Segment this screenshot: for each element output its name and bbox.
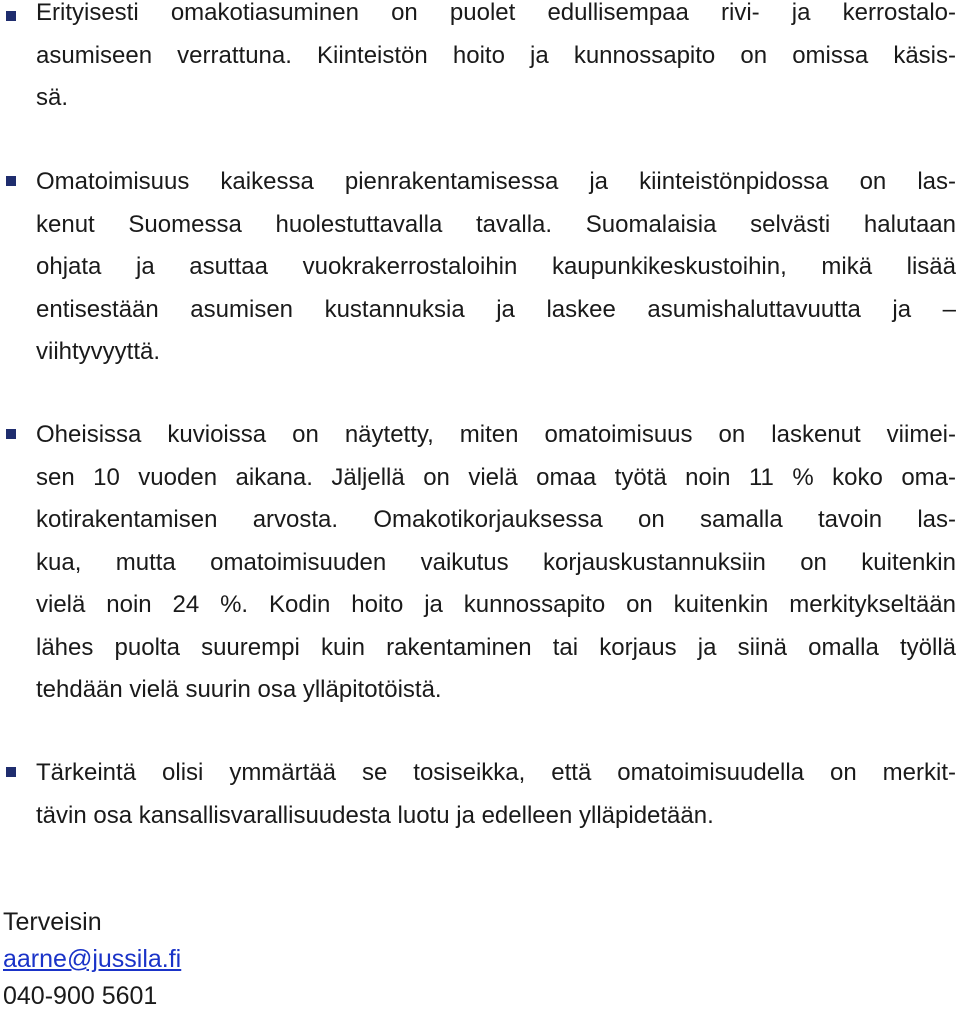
bullet-text (36, 414, 956, 712)
text-line: lähes puolta suurempi kuin rakentaminen tai korjaus ja siinä omalla työllä (36, 633, 956, 661)
square-bullet-icon (6, 429, 16, 439)
bullet-text (36, 161, 956, 374)
text-line: Erityisesti omakotiasuminen on puolet edullisempaa rivi- ja kerrostalo- (36, 0, 956, 26)
text-line: kenut Suomessa huolestuttavalla tavalla. Suomalaisia selvästi halutaan (36, 210, 956, 238)
text-line: tävin osa kansallisvarallisuudesta luotu ja edelleen ylläpidetään. (36, 801, 714, 829)
text-line: asumiseen verrattuna. Kiinteistön hoito ja kunnossapito on omissa käsis- (36, 41, 956, 69)
greeting: Terveisin (3, 908, 102, 936)
email-link[interactable]: aarne@jussila.fi (3, 945, 182, 973)
text-line: ohjata ja asuttaa vuokrakerrostaloihin kaupunkikeskustoihin, mikä lisää (36, 253, 956, 280)
text-line: sä. (36, 84, 69, 111)
bullet-text (36, 752, 956, 837)
phone-number: 040-900 5601 (3, 982, 158, 1010)
text-line: Tärkeintä olisi ymmärtää se tosiseikka, että omatoimisuudella on merkit- (36, 759, 956, 786)
text-line: entisestään asumisen kustannuksia ja laskee asumishaluttavuutta ja – (36, 295, 956, 323)
bullet-text (36, 0, 956, 120)
text-line: vielä noin 24 %. Kodin hoito ja kunnossapito on kuitenkin merkitykseltään (36, 591, 956, 618)
text-line: kua, mutta omatoimisuuden vaikutus korjauskustannuksiin on kuitenkin (36, 548, 956, 576)
square-bullet-icon (6, 11, 16, 21)
text-line: viihtyvyyttä. (36, 338, 161, 365)
text-line: kotirakentamisen arvosta. Omakotikorjauksessa on samalla tavoin las- (36, 506, 956, 533)
square-bullet-icon (6, 767, 16, 777)
text-line: Oheisissa kuvioissa on näytetty, miten omatoimisuus on laskenut viimei- (36, 421, 956, 448)
text-line: Omatoimisuus kaikessa pienrakentamisessa ja kiinteistönpidossa on las- (36, 168, 956, 195)
square-bullet-icon (6, 176, 16, 186)
text-line: tehdään vielä suurin osa ylläpitotöistä. (36, 676, 442, 703)
signature-block (3, 904, 181, 1015)
text-line: sen 10 vuoden aikana. Jäljellä on vielä omaa työtä noin 11 % koko oma- (36, 463, 956, 491)
